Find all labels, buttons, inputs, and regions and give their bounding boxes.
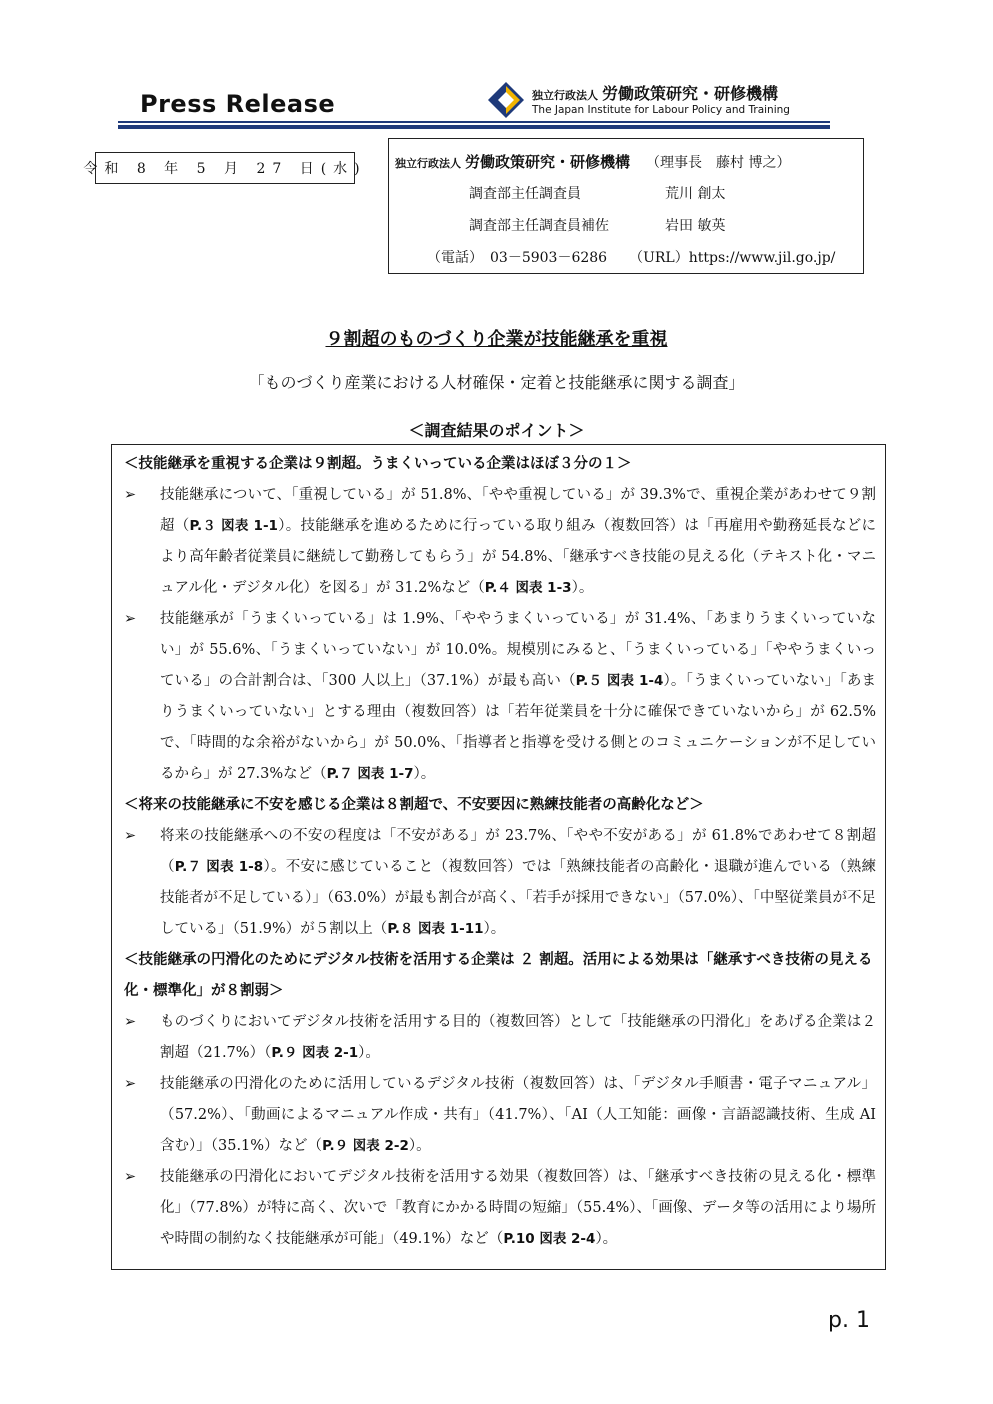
figure-ref: P.９ 図表 2-1 (271, 1045, 359, 1061)
figure-ref: P.５ 図表 1-4 (575, 673, 664, 689)
bullet-arrow-icon: ➢ (124, 828, 137, 844)
jil-logo-icon (486, 80, 526, 120)
figure-ref: P.10 図表 2-4 (503, 1231, 596, 1247)
org-prefix: 独立行政法人 (532, 89, 598, 102)
contact-person (469, 183, 725, 203)
contact-name: 岩田 敏英 (665, 218, 726, 234)
bullet-text: ）。 (595, 1231, 618, 1247)
contact-org-prefix: 独立行政法人 (395, 157, 461, 170)
bullet-arrow-icon: ➢ (124, 611, 137, 627)
contact-name: 荒川 創太 (665, 186, 726, 202)
contact-org-name: 労働政策研究・研修機構 (465, 153, 631, 171)
contact-tel-line (427, 247, 835, 267)
date-box: 令和 8 年 5 月 27 日(水) (95, 152, 355, 184)
list-item (124, 1162, 876, 1255)
section-heading: ＜技能継承を重視する企業は９割超。うまくいっている企業はほぼ３分の１＞ (124, 456, 632, 472)
contact-person (469, 215, 725, 235)
bullet-text: ）。 (358, 1045, 380, 1061)
list-item (124, 480, 876, 604)
contact-org-line (395, 151, 790, 172)
bullet-arrow-icon: ➢ (124, 1014, 137, 1030)
header-rule-thin (118, 121, 830, 123)
figure-ref: P.７ 図表 1-8 (174, 859, 264, 875)
bullet-arrow-icon: ➢ (124, 487, 137, 503)
figure-ref: P.８ 図表 1-11 (387, 921, 484, 937)
header-rule-thick (118, 125, 830, 129)
figure-ref: P.４ 図表 1-3 (484, 580, 572, 596)
bullet-text: 将来の技能継承への不安の程度は「不安がある」が 23.7%、「やや不安がある」が 61.8%であわせて８割超（ (160, 828, 876, 875)
org-name-ja (532, 81, 778, 104)
contact-box (388, 138, 864, 274)
list-item (124, 1069, 876, 1162)
figure-ref: P.９ 図表 2-2 (322, 1138, 409, 1154)
bullet-text: ）。「うまくいっていない」「あまりうまくいっていない」とする理由（複数回答）は「若年従業員を十分に確保できていないから」が 62.5%で、「時間的な余裕がないから」が 50.0%、「指導者と指導を受ける側とのコミュニケーションが不足しているから」が 27.3%など（ (160, 673, 876, 782)
section-heading: ＜技能継承の円滑化のためにデジタル技術を活用する企業は ２ 割超。活用による効果は「継承すべき技術の見える化・標準化」が８割弱＞ (124, 952, 873, 999)
bullet-text: ）。 (408, 1138, 431, 1154)
contact-chief: （理事長 藤村 博之） (646, 155, 791, 171)
bullet-arrow-icon: ➢ (124, 1169, 137, 1185)
bullet-text: 技能継承の円滑化のために活用しているデジタル技術（複数回答）は、「デジタル手順書・電子マニュアル」（57.2%）、「動画によるマニュアル作成・共有」（41.7%）、「AI（人工知能：画像・言語認識技術、生成 AI 含む）」（35.1%）など（ (160, 1076, 876, 1154)
bullet-arrow-icon: ➢ (124, 1076, 137, 1092)
bullet-text: ）。 (483, 921, 506, 937)
points-box (111, 444, 886, 1270)
list-item (124, 821, 876, 945)
bullet-text: 技能継承が「うまくいっている」は 1.9%、「ややうまくいっている」が 31.4%、「あまりうまくいっていない」が 55.6%、「うまくいっていない」が 10.0%。規模別にみると、「うまくいっている」「ややうまくいっている」の合計割合は、「300 人以上」（37.1%）が最も高い（ (160, 611, 876, 689)
bullet-text: ものづくりにおいてデジタル技術を活用する目的（複数回答）として「技能継承の円滑化」をあげる企業は２割超（21.7%）（ (160, 1014, 876, 1061)
figure-ref: P.３ 図表 1-1 (189, 518, 278, 534)
org-name-en: The Japan Institute for Labour Policy and Training (532, 104, 790, 116)
bullet-text: ）。不安に感じていること（複数回答）では「熟練技能者の高齢化・退職が進んでいる（熟練技能者が不足している）」（63.0%）が最も割合が高く、「若手が採用できない」（57.0%）、「中堅従業員が不足している」（51.9%）が５割以上（ (160, 859, 876, 937)
figure-ref: P.７ 図表 1-7 (326, 766, 414, 782)
press-release-label: Press Release (140, 90, 336, 118)
org-name: 労働政策研究・研修機構 (602, 84, 779, 103)
bullet-text: 技能継承の円滑化においてデジタル技術を活用する効果（複数回答）は、「継承すべき技術の見える化・標準化」（77.8%）が特に高く、次いで「教育にかかる時間の短縮」（55.4%）、「画像、データ等の活用により場所や時間の制約なく技能継承が可能」（49.1%）など（ (160, 1169, 876, 1247)
list-item (124, 604, 876, 790)
contact-role: 調査部主任調査員補佐 (469, 218, 609, 234)
contact-url[interactable]: （URL）https://www.jil.go.jp/ (629, 250, 836, 266)
bullet-text: ）。 (571, 580, 594, 596)
contact-role: 調査部主任調査員 (469, 186, 581, 202)
page-number: p. 1 (828, 1308, 870, 1333)
page-title: ９割超のものづくり企業が技能継承を重視 (325, 329, 668, 350)
contact-tel: （電話） 03－5903－6286 (427, 250, 608, 266)
bullet-text: 技能継承について、「重視している」が 51.8%、「やや重視している」が 39.3%で、重視企業があわせて９割超（ (160, 487, 876, 534)
bullet-text: ）。技能継承を進めるために行っている取り組み（複数回答）は「再雇用や勤務延長などにより高年齢者従業員に継続して勤務してもらう」が 54.8%、「継承すべき技能の見える化（テキスト化・マニュアル化・デジタル化）を図る」が 31.2%など（ (160, 518, 876, 596)
page-subtitle: 「ものづくり産業における人材確保・定着と技能継承に関する調査」 (248, 373, 745, 392)
bullet-text: ）。 (413, 766, 436, 782)
section-heading: ＜将来の技能継承に不安を感じる企業は８割超で、不安要因に熟練技能者の高齢化など＞ (124, 797, 704, 813)
list-item (124, 1007, 876, 1069)
points-heading: ＜調査結果のポイント＞ (408, 421, 585, 440)
